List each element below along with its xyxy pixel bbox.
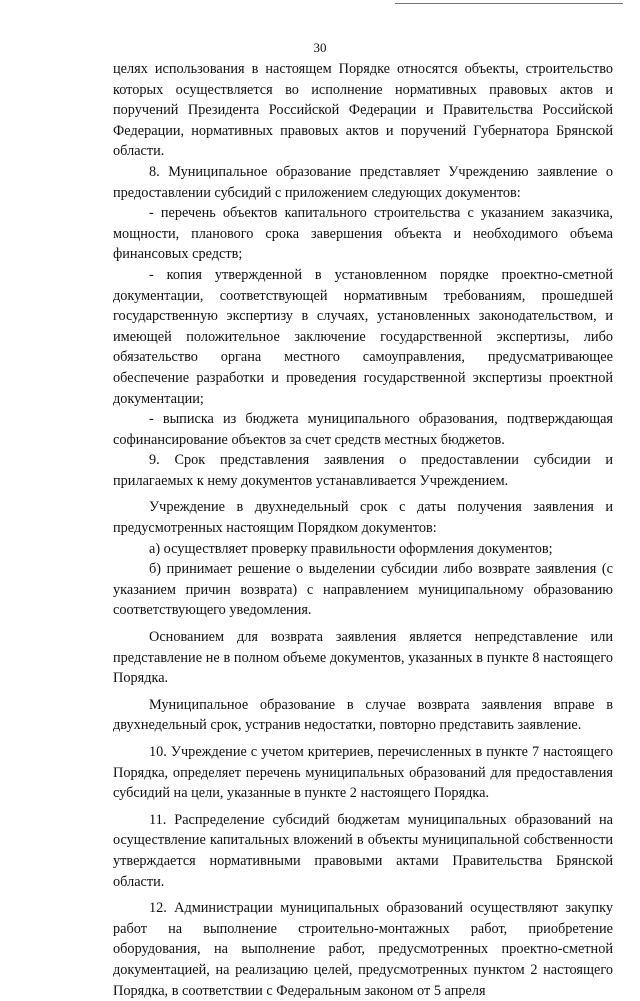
list-item: - копия утвержденной в установленном порядке проектно-сметной документации, соответствующей нормативным требованиям, прошедшей государственную экспертизу в случаях, установленных законодательством, и имеющей положительное заключение государственной экспертизы, либо обязательство органа местного самоуправления, предусматривающее обеспечение разработки и проведения государственной экспертизы проектной документации; <box>113 266 613 407</box>
paragraph: 11. Распределение субсидий бюджетам муниципальных образований на осуществление капитальных вложений в объекты муниципальной собственности утверждается нормативными правовыми актами Правительства Брянской области. <box>113 811 613 890</box>
paragraph: Муниципальное образование в случае возврата заявления вправе в двухнедельный срок, устранив недостатки, повторно представить заявление. <box>113 696 613 734</box>
list-item: б) принимает решение о выделении субсидии либо возврате заявления (с указанием причин возврата) с направлением муниципальному образованию соответствующего уведомления. <box>113 561 613 619</box>
list-item: - перечень объектов капитального строительства с указанием заказчика, мощности, планового срока завершения объекта и необходимого объема финансовых средств; <box>113 205 613 263</box>
list-item: - выписка из бюджета муниципального образования, подтверждающая софинансирование объектов за счет средств местных бюджетов. <box>113 411 613 448</box>
paragraph: целях использования в настоящем Порядке относятся объекты, строительство которых осуществляется во исполнение нормативных правовых актов и поручений Президента Российской Федерации и Правительства Российской Федерации, нормативных правовых актов и поручений Губернатора Брянской области. <box>113 61 613 160</box>
paragraph: 8. Муниципальное образование представляет Учреждению заявление о предоставлении субсидий с приложением следующих документов: <box>113 163 613 201</box>
paragraph: 12. Администрации муниципальных образований осуществляют закупку работ на выполнение строительно-монтажных работ, приобретение оборудования, на выполнение работ, предусмотренных проектно-сметной документацией, на реализацию целей, предусмотренных пунктом 2 настоящего Порядка, в соответствии с Федеральным законом от 5 апреля <box>113 900 613 999</box>
list-item: а) осуществляет проверку правильности оформления документов; <box>149 540 553 557</box>
paragraph: 10. Учреждение с учетом критериев, перечисленных в пункте 7 настоящего Порядка, определяет перечень муниципальных образований для предоставления субсидий на цели, указанные в пункте 2 настоящего Порядка. <box>113 744 613 802</box>
top-rule <box>395 3 623 4</box>
document-body <box>113 59 613 1001</box>
page-number: 30 <box>313 40 327 55</box>
paragraph: Учреждение в двухнедельный срок с даты получения заявления и предусмотренных настоящим Порядком документов: <box>113 499 613 537</box>
paragraph: 9. Срок представления заявления о предоставлении субсидии и прилагаемых к нему документов устанавливается Учреждением. <box>113 452 613 489</box>
paragraph: Основанием для возврата заявления является непредставление или представление не в полном объеме документов, указанных в пункте 8 настоящего Порядка. <box>113 629 613 687</box>
